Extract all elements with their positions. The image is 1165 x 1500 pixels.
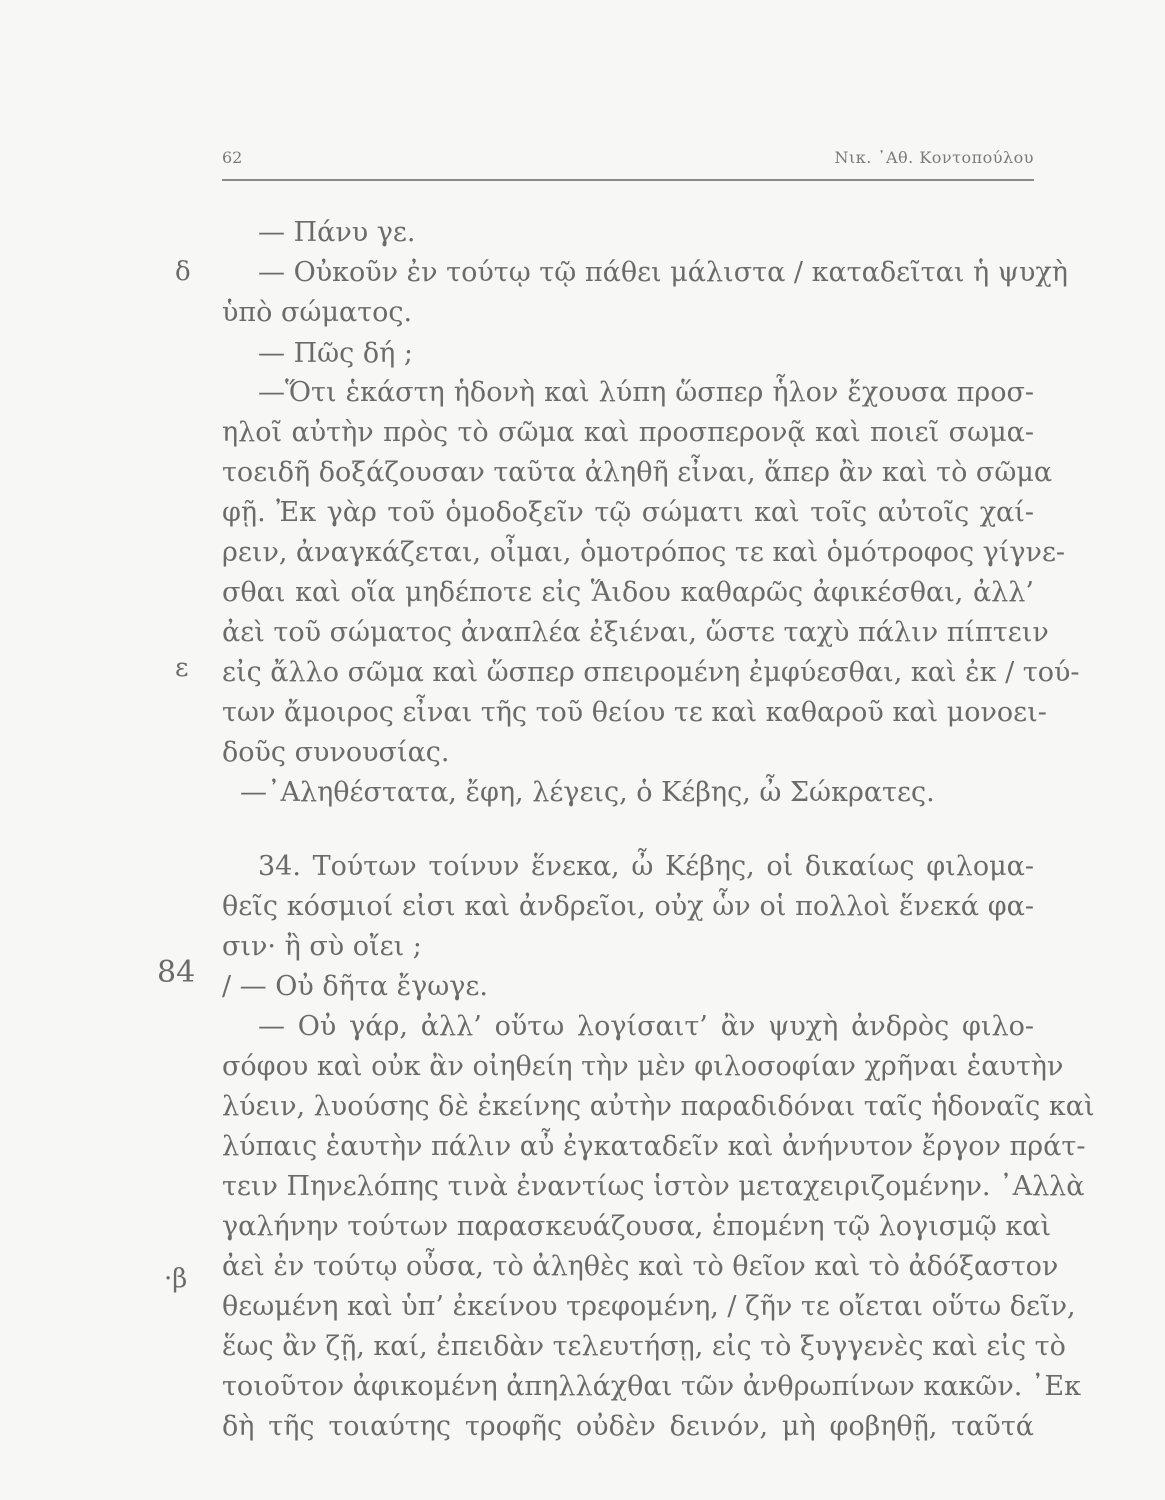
text-line: ἀεὶ τοῦ σώματος ἀναπλέα ἐξιέναι, ὥστε ταχὺ πάλιν πίπτειν <box>222 617 1049 648</box>
text-line: ηλοῖ αὐτὴν πρὸς τὸ σῶμα καὶ προσπερονᾷ καὶ ποιεῖ σωμα- <box>222 417 1034 448</box>
header-rule <box>222 179 1034 181</box>
text-line: των ἄμοιρος εἶναι τῆς τοῦ θείου τε καὶ καθαροῦ καὶ μονοει- <box>222 697 1047 728</box>
text-line: ἀεὶ ἐν τούτῳ οὖσα, τὸ ἀληθὲς καὶ τὸ θεῖον καὶ τὸ ἀδόξαστον <box>222 1251 1059 1282</box>
page-number: 62 <box>222 148 243 167</box>
text-line: εἰς ἄλλο σῶμα καὶ ὥσπερ σπειρομένη ἐμφύεσθαι, καὶ ἐκ / τού- <box>222 657 1080 688</box>
text-line: τοιοῦτον ἀφικομένη ἀπηλλάχθαι τῶν ἀνθρωπίνων κακῶν. ᾿Εκ <box>222 1371 1081 1402</box>
text-line: / — Οὐ δῆτα ἔγωγε. <box>222 971 488 1002</box>
margin-marker-beta: ·β <box>164 1264 188 1294</box>
stephanus-page-number: 84 <box>157 955 196 990</box>
text-line: ρειν, ἀναγκάζεται, οἶμαι, ὁμοτρόπος τε καὶ ὁμότροφος γίγνε- <box>222 537 1066 568</box>
text-line: —᾿Αληθέστατα, ἔφη, λέγεις, ὁ Κέβης, ὦ Σώκρατες. <box>240 777 935 808</box>
text-line: δὴ τῆς τοιαύτης τροφῆς οὐδὲν δεινόν, μὴ φοβηθῇ, ταῦτά <box>222 1411 1034 1442</box>
text-line: δοῦς συνουσίας. <box>222 737 450 768</box>
text-line: θεῖς κόσμιοί εἰσι καὶ ἀνδρεῖοι, οὐχ ὧν οἱ πολλοὶ ἕνεκά φα- <box>222 891 1034 922</box>
text-line: —Ὅτι ἑκάστη ἡδονὴ καὶ λύπη ὥσπερ ἧλον ἔχουσα προσ- <box>258 377 1034 408</box>
text-line: σιν· ἢ σὺ οἴει ; <box>222 931 422 962</box>
margin-marker-epsilon: ε <box>175 653 189 683</box>
text-line: — Πῶς δή ; <box>258 338 413 369</box>
section-34-start: 34. Τούτων τοίνυν ἕνεκα, ὦ Κέβης, οἱ δικαίως φιλομα- <box>258 851 1034 882</box>
running-title: Νικ. ᾿Αθ. Κοντοπούλου <box>834 148 1034 167</box>
text-line: λύπαις ἑαυτὴν πάλιν αὖ ἐγκαταδεῖν καὶ ἀνήνυτον ἔργον πράτ- <box>222 1131 1086 1162</box>
text-line: θεωμένη καὶ ὑπ’ ἐκείνου τρεφομένη, / ζῆν τε οἴεται οὕτω δεῖν, <box>222 1291 1076 1322</box>
text-line: λύειν, λυούσης δὲ ἐκείνης αὐτὴν παραδιδόναι ταῖς ἡδοναῖς καὶ <box>222 1091 1095 1122</box>
text-line: τειν Πηνελόπης τινὰ ἐναντίως ἱστὸν μεταχειριζομένην. ᾿Αλλὰ <box>222 1171 1085 1202</box>
text-line: — Πάνυ γε. <box>258 217 416 248</box>
text-line: — Οὐ γάρ, ἀλλ’ οὕτω λογίσαιτ’ ἂν ψυχὴ ἀνδρὸς φιλο- <box>258 1011 1034 1042</box>
text-line: φῇ. Ἐκ γὰρ τοῦ ὁμοδοξεῖν τῷ σώματι καὶ τοῖς αὐτοῖς χαί- <box>222 497 1034 528</box>
text-line: τοειδῆ δοξάζουσαν ταῦτα ἀληθῆ εἶναι, ἅπερ ἂν καὶ τὸ σῶμα <box>222 457 1053 488</box>
text-line: ὑπὸ σώματος. <box>222 297 413 328</box>
text-line: — Οὐκοῦν ἐν τούτῳ τῷ πάθει μάλιστα / καταδεῖται ἡ ψυχὴ <box>258 257 1068 288</box>
text-line: σόφου καὶ οὐκ ἂν οἰηθείη τὴν μὲν φιλοσοφίαν χρῆναι ἑαυτὴν <box>222 1051 1064 1082</box>
text-line: ἕως ἂν ζῇ, καί, ἐπειδὰν τελευτήσῃ, εἰς τὸ ξυγγενὲς καὶ εἰς τὸ <box>222 1331 1066 1362</box>
text-line: γαλήνην τούτων παρασκευάζουσα, ἑπομένη τῷ λογισμῷ καὶ <box>222 1211 1052 1242</box>
text-line: σθαι καὶ οἵα μηδέποτε εἰς Ἅιδου καθαρῶς ἀφικέσθαι, ἀλλ’ <box>222 577 1034 608</box>
margin-marker-delta: δ <box>175 257 191 287</box>
running-header <box>222 148 1034 172</box>
